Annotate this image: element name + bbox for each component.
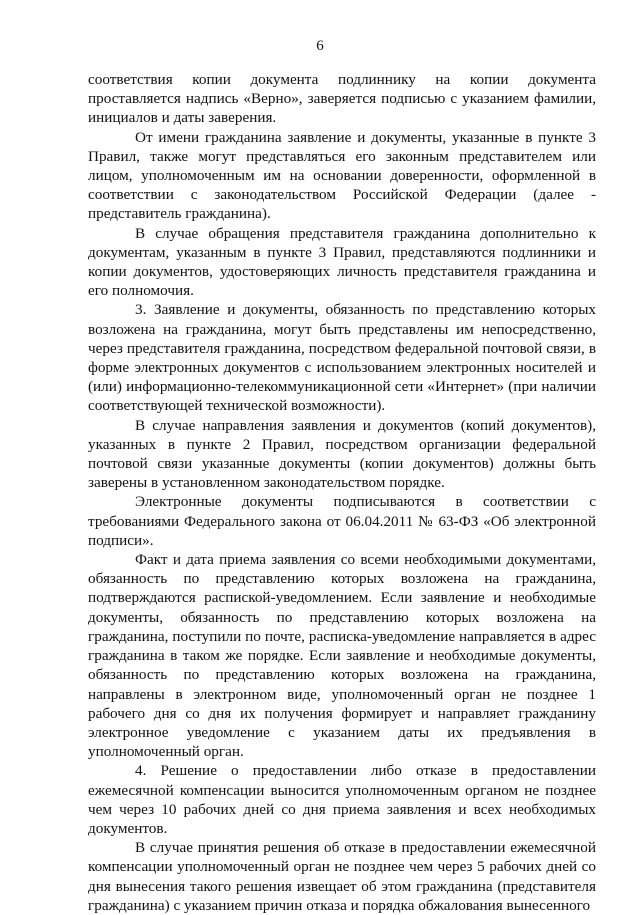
paragraph-item-3: 3. Заявление и документы, обязанность по представлению которых возложена на гражданина, могут быть представлены им непосредственно, через представителя гражданина, посредством федеральной почтовой связи, в форме электронных документов с использованием электронных носителей и (или) информационно-телекоммуникационной сети «Интернет» (при наличии соответствующей технической возможности). (88, 301, 596, 415)
paragraph-refusal-notice: В случае принятия решения об отказе в предоставлении ежемесячной компенсации уполномоченный орган не позднее чем через 5 рабочих дней со дня вынесения такого решения извещает об этом гражданина (представителя гражданина) с указанием причин отказа и порядка обжалования вынесенного (88, 839, 596, 914)
paragraph-representative: От имени гражданина заявление и документы, указанные в пункте 3 Правил, также могут представляться его законным представителем или лицом, уполномоченным им на основании доверенности, оформленной в соответствии с законодательством Российской Федерации (далее - представитель гражданина). (88, 128, 596, 223)
paragraph-postal-submission: В случае направления заявления и документов (копий документов), указанных в пункте 2 Правил, посредством организации федеральной почтовой связи указанные документы (копии документов) должны быть заверены в установленном законодательством порядке. (88, 416, 596, 492)
page-number: 6 (316, 38, 324, 54)
paragraph-representative-documents: В случае обращения представителя гражданина дополнительно к документам, указанным в пункте 3 Правил, представляются подлинники и копии документов, удостоверяющих личность представителя гражданина и его полномочия. (88, 224, 596, 300)
paragraph-receipt-notification: Факт и дата приема заявления со всеми необходимыми документами, обязанность по представлению которых возложена на гражданина, подтверждаются распиской-уведомлением. Если заявление и необходимые документы, обязанность по представлению которых возложена на гражданина, поступили по почте, расписка-уведомление направляется в адрес гражданина в таком же порядке. Если заявление и необходимые документы, обязанность по представлению которых возложена на гражданина, направлены в электронном виде, уполномоченный орган не позднее 1 рабочего дня со дня их получения формирует и направляет гражданину электронное уведомление с указанием даты их предъявления в уполномоченный орган. (88, 551, 596, 761)
document-body (88, 70, 596, 915)
paragraph-item-4: 4. Решение о предоставлении либо отказе в предоставлении ежемесячной компенсации выносится уполномоченным органом не позднее чем через 10 рабочих дней со дня приема заявления и всех необходимых документов. (88, 762, 596, 837)
paragraph-continuation: соответствия копии документа подлиннику на копии документа проставляется надпись «Верно», заверяется подписью с указанием фамилии, инициалов и даты заверения. (88, 71, 596, 127)
paragraph-electronic-signature: Электронные документы подписываются в соответствии с требованиями Федерального закона от 06.04.2011 № 63-ФЗ «Об электронной подписи». (88, 493, 596, 549)
